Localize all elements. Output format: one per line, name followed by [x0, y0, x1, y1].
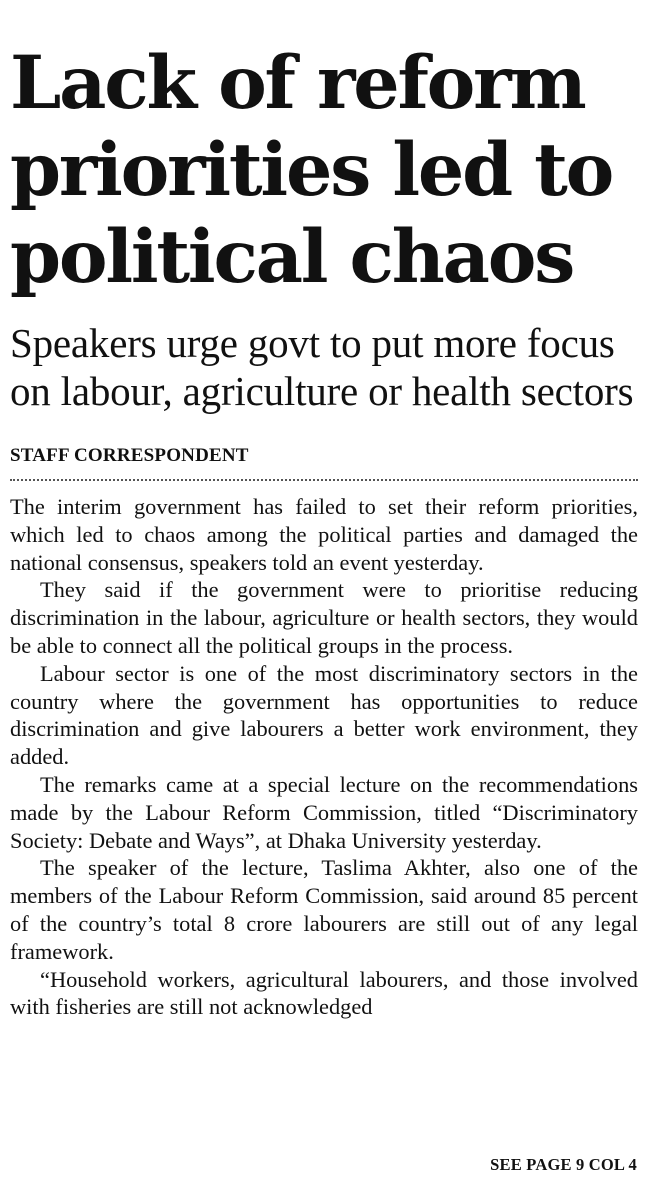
subheadline: Speakers urge govt to put more focus on labour, agriculture or health sectors — [10, 320, 634, 414]
article-body — [10, 493, 638, 1021]
news-article — [10, 0, 638, 1021]
article-paragraph: They said if the government were to prioritise reducing discrimination in the labour, agriculture or health sectors, they would be able to connect all the political groups in the process. — [10, 577, 638, 658]
article-paragraph: The speaker of the lecture, Taslima Akhter, also one of the members of the Labour Reform Commission, said around 85 percent of the country’s total 8 crore labourers are still out of any legal framework. — [10, 855, 638, 964]
article-paragraph: “Household workers, agricultural labourers, and those involved with fisheries are still not acknowledged — [10, 966, 638, 1020]
continuation-reference: SEE PAGE 9 COL 4 — [490, 1155, 637, 1174]
article-paragraph: Labour sector is one of the most discriminatory sectors in the country where the government has opportunities to reduce discrimination and give labourers a better work environment, they added. — [10, 660, 638, 770]
byline: STAFF CORRESPONDENT — [10, 445, 638, 481]
headline: Lack of reform priorities led to political chaos — [10, 40, 613, 300]
article-paragraph: The remarks came at a special lecture on the recommendations made by the Labour Reform Commission, titled “Discriminatory Society: Debate and Ways”, at Dhaka University yesterday. — [10, 771, 638, 853]
article-paragraph: The interim government has failed to set their reform priorities, which led to chaos among the political parties and damaged the national consensus, speakers told an event yesterday. — [10, 494, 638, 575]
